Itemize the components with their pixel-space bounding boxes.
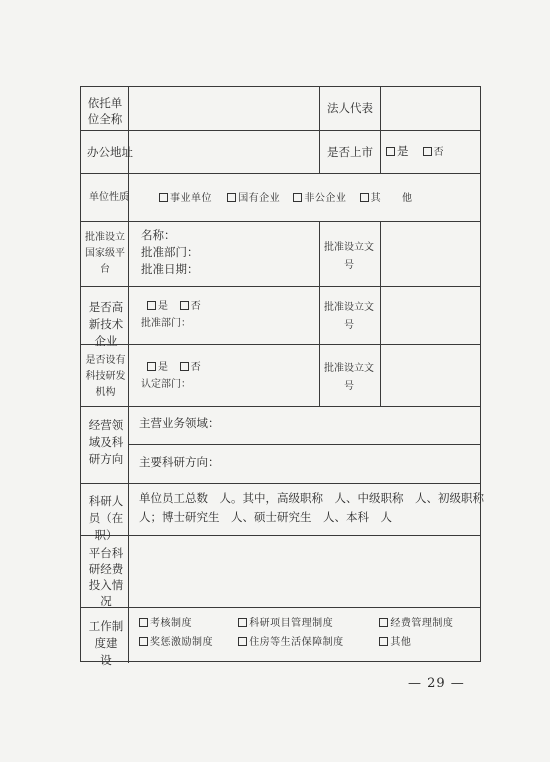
- funding-label: 平台科研经费投入情况: [88, 546, 124, 608]
- checkbox[interactable]: [139, 618, 148, 627]
- row-divider: [81, 173, 480, 174]
- row-divider: [81, 406, 480, 407]
- option-state-owned[interactable]: 国有企业: [227, 193, 280, 204]
- option-non-public[interactable]: 非公企业: [293, 193, 346, 204]
- application-form-table: [80, 86, 484, 667]
- checkbox[interactable]: [386, 147, 395, 156]
- entrusting-unit-label: 依托单位全称: [87, 96, 123, 126]
- rd-institution-options: [147, 362, 201, 373]
- checkbox[interactable]: [180, 362, 189, 371]
- checkbox[interactable]: [379, 637, 388, 646]
- checkbox[interactable]: [238, 618, 247, 627]
- page-number: — 29 —: [408, 676, 465, 691]
- unit-nature-options: [159, 193, 413, 204]
- listed-label: 是否上市: [327, 145, 373, 159]
- row-divider: [81, 607, 480, 608]
- row-divider: [128, 444, 480, 445]
- high-tech-options: [147, 301, 201, 312]
- platform-dept-field: 批准部门：: [141, 245, 199, 259]
- checkbox[interactable]: [227, 193, 236, 202]
- platform-date-field: 批准日期：: [141, 262, 199, 276]
- unit-nature-label: 单位性质: [89, 192, 129, 203]
- national-platform-label: 批准设立国家级平台: [85, 232, 125, 275]
- column-divider: [319, 221, 320, 406]
- high-tech-no-option[interactable]: 否: [180, 301, 202, 312]
- platform-name-field: 名称：: [141, 228, 176, 242]
- main-research-field: 主要科研方向：: [139, 455, 220, 469]
- checkbox[interactable]: [180, 301, 189, 310]
- staff-line-1: 单位员工总数 人。其中，高级职称 人、中级职称 人、初级职称: [139, 491, 484, 505]
- checkbox[interactable]: [238, 637, 247, 646]
- checkbox[interactable]: [147, 301, 156, 310]
- high-tech-doc-label: 批准设立文 号: [324, 302, 384, 331]
- checkbox[interactable]: [360, 193, 369, 202]
- option-project-management[interactable]: 科研项目管理制度: [238, 618, 376, 629]
- staff-label: 科研人员（在职）: [88, 494, 124, 542]
- option-housing-support[interactable]: 住房等生活保障制度: [238, 637, 376, 648]
- checkbox[interactable]: [423, 147, 432, 156]
- row-divider: [81, 535, 480, 536]
- row-divider: [81, 221, 480, 222]
- checkbox[interactable]: [379, 618, 388, 627]
- high-tech-label: 是否高新技术企业: [88, 300, 124, 348]
- rd-institution-label: 是否设有科技研发机构: [85, 355, 126, 398]
- option-other-system[interactable]: 其他: [379, 637, 411, 648]
- legal-rep-label: 法人代表: [327, 101, 373, 115]
- system-options-row-1: [139, 618, 453, 629]
- option-public-institution[interactable]: 事业单位: [159, 193, 212, 204]
- rd-yes-option[interactable]: 是: [147, 362, 169, 373]
- rd-no-option[interactable]: 否: [180, 362, 202, 373]
- business-research-label: 经营领域及科研方向: [88, 418, 124, 466]
- system-options-row-2: [139, 637, 411, 648]
- row-divider: [81, 286, 480, 287]
- high-tech-dept-field: 批准部门：: [141, 318, 191, 329]
- option-funding-management[interactable]: 经费管理制度: [379, 618, 453, 629]
- high-tech-yes-option[interactable]: 是: [147, 301, 169, 312]
- listed-no-option[interactable]: 否: [423, 146, 445, 158]
- row-divider: [81, 130, 480, 131]
- checkbox[interactable]: [147, 362, 156, 371]
- listed-yes-option[interactable]: 是: [386, 146, 409, 158]
- system-building-label: 工作制度建 设: [88, 619, 141, 667]
- staff-line-2: 人；博士研究生 人、硕士研究生 人、本科 人: [139, 510, 392, 524]
- rd-dept-field: 认定部门：: [141, 379, 191, 390]
- column-divider: [380, 87, 381, 173]
- platform-doc-label: 批准设立文 号: [324, 242, 384, 271]
- option-assessment[interactable]: 考核制度: [139, 618, 235, 629]
- option-incentive[interactable]: 奖惩激励制度: [139, 637, 235, 648]
- rd-doc-label: 批准设立文 号: [324, 363, 384, 392]
- main-business-field: 主营业务领域：: [139, 416, 220, 430]
- column-divider: [128, 87, 129, 663]
- office-address-label: 办公地址: [87, 145, 133, 159]
- row-divider: [81, 483, 480, 484]
- column-divider: [319, 87, 320, 173]
- checkbox[interactable]: [293, 193, 302, 202]
- checkbox[interactable]: [159, 193, 168, 202]
- row-divider: [81, 344, 480, 345]
- checkbox[interactable]: [139, 637, 148, 646]
- listed-options: [386, 146, 444, 158]
- option-other[interactable]: 其 他: [360, 193, 413, 204]
